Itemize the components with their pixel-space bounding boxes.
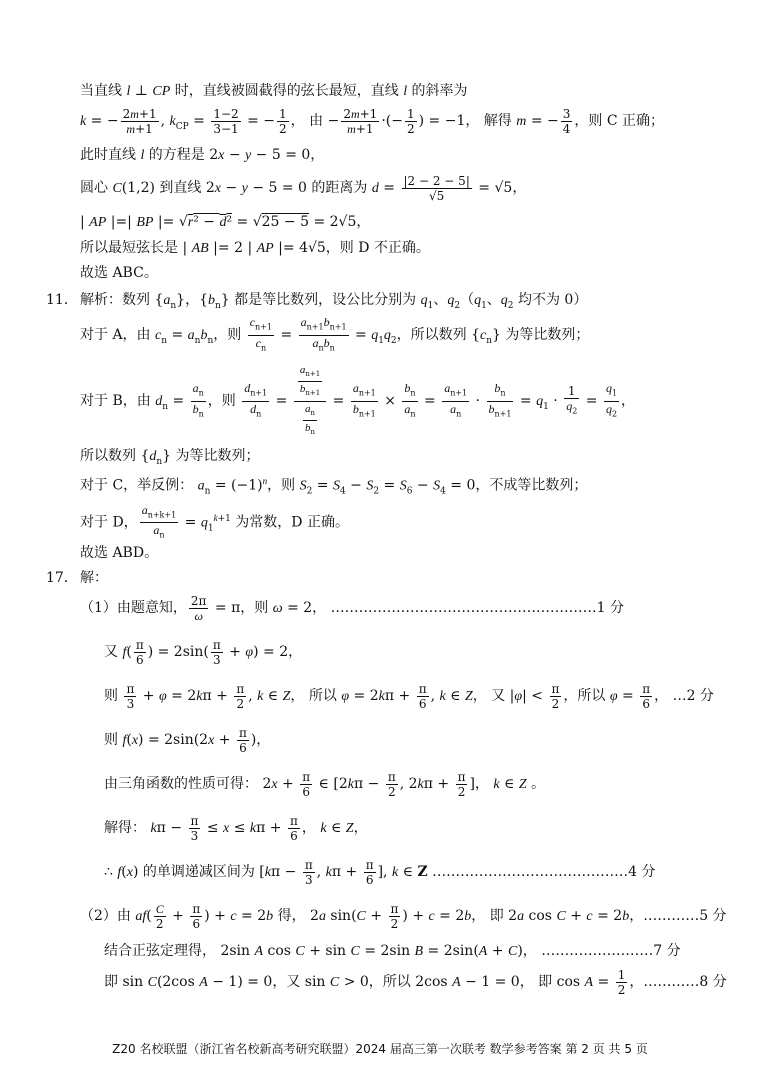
q11-line-B2: 所以数列 $\{d_n\}$ 为等比数列； (80, 448, 260, 467)
q11-line-A: 对于 A，由 $c_n = a_nb_n$，则 $\frac{c_{n+1}}{c_n}$ = $\frac{a_{n+1}b_{n+1}}{a_nb_n}$ = $q_1q_2$，所以数列 $\{c_n\}$ 为等比数列； (80, 315, 590, 352)
q11-line-1: 解析：数列 $\{a_n\}$，$\{b_n\}$ 都是等比数列，设公比分别为 $q_1$、$q_2(q_1$、$q_2$ 均不为 0） (80, 292, 588, 311)
q11-line-E: 故选 ABD。 (80, 545, 159, 561)
q17-head: 解： (80, 570, 108, 586)
q11-line-D: 对于 D， $\frac{a_{n+k+1}}{a_n}$ = $q_1^{k+1}$ 为常数，D 正确。 (80, 502, 349, 540)
q17-p1-line-2: 又 f( $\frac{\pi}{6}$ ) = 2sin( $\frac{\pi}{3}$ + φ) = 2， (104, 637, 303, 667)
prev-line-5: | AP |=| BP |= √r² − d² = √25 − 5 = 2√5， (80, 214, 371, 230)
q11-number: 11． (46, 292, 78, 308)
q17-p1-line-7: ∴ f(x) 的单调递减区间为 [kπ − $\frac{\pi}{3}$ , kπ + $\frac{\pi}{6}$ ], k ∈ Z ……………………………………4 分 (104, 857, 656, 887)
q17-p2-line-2: 结合正弦定理得， 2sin A cos C + sin C = 2sin B = 2sin(A + C)， ……………………7 分 (104, 943, 681, 959)
prev-line-1: 当直线 l ⊥ CP 时，直线被圆截得的弦长最短，直线 l 的斜率为 (80, 83, 468, 99)
q17-p2-line-3: 即 sin C(2cos A − 1) = 0，又 sin C > 0，所以 2cos A − 1 = 0， 即 cos A = $\frac{1}{2}$ ，…………8 分 (104, 967, 727, 997)
q11-line-B: 对于 B，由 $d_n$ = $\frac{a_n}{b_n}$ ，则 $\frac{d_{n+1}}{d_n}$ = $\frac{\frac{a_{n+1}}{b_{n+1}}}{\frac{a_n}{b_n}}$ = $\frac{a_{n+1}}{b_{n+1}}$ × $\frac{b_n}{a_n}$ = $\frac{a_{n+1}}{a_n}$ · $\frac{b_n}{b_{n+1}}$ = $q_1$ · $\frac{1}{q_2}$ = $\frac{q_1}{q_2}$ ， (80, 364, 636, 436)
prev-line-6: 所以最短弦长是 | AB |= 2 | AP |= 4√5，则 D 不正确。 (80, 240, 430, 256)
q17-number: 17． (46, 570, 78, 586)
prev-line-7: 故选 ABC。 (80, 265, 158, 281)
q17-p1-line-4: 则 f(x) = 2sin(2x + $\frac{\pi}{6}$ )， (104, 725, 271, 755)
q17-p1-line-3: 则 $\frac{\pi}{3}$ + φ = 2kπ + $\frac{\pi}{2}$ , k ∈ Z， 所以 φ = 2kπ + $\frac{\pi}{6}$ , k ∈ Z， 又 |φ| < $\frac{\pi}{2}$ ，所以 φ = $\frac{\pi}{6}$ ， …2 分 (104, 681, 714, 711)
prev-line-4: 圆心 C(1,2) 到直线 2x − y − 5 = 0 的距离为 d = $\frac{|2 - 2 - 5|}{√5}$ = √5， (80, 173, 527, 203)
q17-p1-line-6: 解得： kπ − $\frac{\pi}{3}$ ≤ x ≤ kπ + $\frac{\pi}{6}$ ， k ∈ Z， (104, 813, 368, 843)
q17-p2-line-1: （2）由 af( $\frac{C}{2}$ + $\frac{\pi}{6}$ ) + c = 2b 得， 2a sin(C + $\frac{\pi}{2}$ ) + c = 2b， 即 2a cos C + c = 2b，…………5 分 (80, 901, 727, 931)
page-footer: Z20 名校联盟（浙江省名校新高考研究联盟）2024 届高三第一次联考 数学参考答案 第 2 页 共 5 页 (112, 1042, 648, 1056)
prev-line-2: k = − $\frac{2m+1}{m+1}$ , $k_{CP}$ = $\frac{1-2}{3-1}$ = − $\frac{1}{2}$ ， 由 − $\frac{2m+1}{m+1}$ ·(− $\frac{1}{2}$ ) = −1， 解得 m = − $\frac{3}{4}$ ，则 C 正确； (80, 106, 665, 136)
q17-p1-line-5: 由三角函数的性质可得： 2x + $\frac{\pi}{6}$ ∈ [2kπ − $\frac{\pi}{2}$ , 2kπ + $\frac{\pi}{2}$ ]， k ∈ Z 。 (104, 769, 546, 799)
q11-line-C: 对于 C，举反例： $a_n = (-1)^n$，则 $S_2 = S_4 - S_2 = S_6 - S_4 = 0$，不成等比数列； (80, 476, 588, 497)
prev-line-3: 此时直线 l 的方程是 2x − y − 5 = 0， (80, 147, 325, 163)
q17-p1-line-1: （1）由题意知， $\frac{2\pi}{\omega}$ = π，则 ω = 2， …………………………………………………1 分 (80, 593, 624, 623)
